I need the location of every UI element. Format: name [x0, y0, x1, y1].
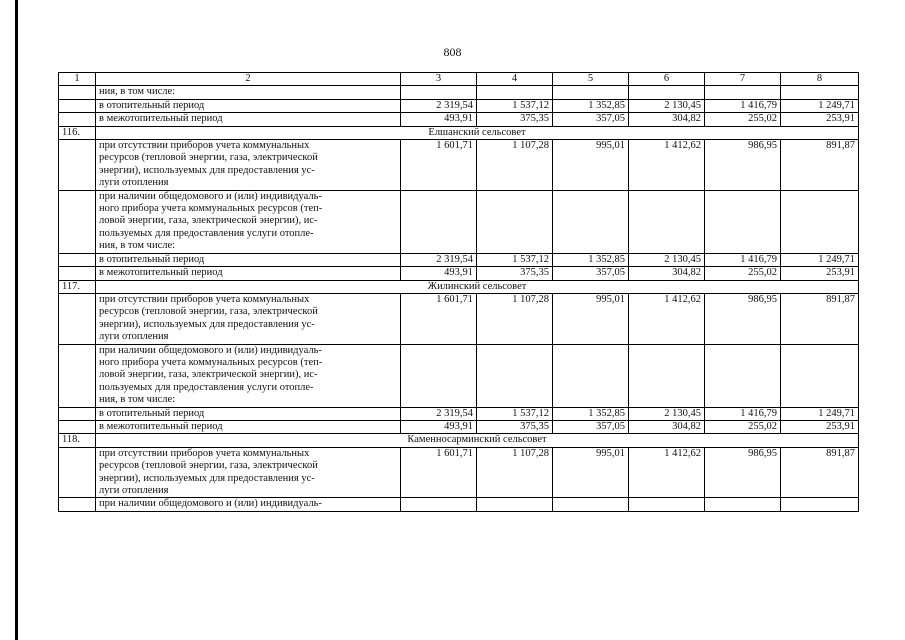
value-cell: 2 130,45 [629, 407, 705, 420]
empty-cell [477, 86, 553, 99]
value-cell: 2 130,45 [629, 99, 705, 112]
row-label: в отопительный период [96, 253, 401, 266]
value-cell: 1 537,12 [477, 99, 553, 112]
empty-cell [705, 190, 781, 253]
empty-cell [781, 86, 859, 99]
column-header: 3 [401, 73, 477, 86]
empty-cell [553, 86, 629, 99]
column-header: 4 [477, 73, 553, 86]
text-line: луги отопления [99, 331, 169, 343]
value-cell: 304,82 [629, 420, 705, 433]
value-cell: 1 107,28 [477, 140, 553, 191]
column-header: 7 [705, 73, 781, 86]
value-cell: 375,35 [477, 267, 553, 280]
value-cell: 375,35 [477, 420, 553, 433]
row-number-cell [59, 267, 96, 280]
value-cell: 375,35 [477, 113, 553, 126]
value-cell: 1 416,79 [705, 253, 781, 266]
text-line: при отсутствии приборов учета коммунальных [99, 293, 310, 305]
value-cell: 995,01 [553, 140, 629, 191]
text-line: ния, в том числе: [99, 240, 176, 252]
value-cell: 995,01 [553, 447, 629, 498]
row-number-cell [59, 113, 96, 126]
text-line: ного прибора учета коммунальных ресурсов (теп- [99, 356, 323, 368]
section-name: Елшанский сельсовет [96, 126, 859, 139]
text-line: пользуемых для предоставления услуги отопле- [99, 227, 314, 239]
value-cell: 1 416,79 [705, 407, 781, 420]
scan-edge-line [15, 0, 18, 640]
table-row [59, 447, 859, 498]
text-line: луги отопления [99, 177, 169, 189]
section-header-row [59, 434, 859, 447]
text-line: при наличии общедомового и (или) индивидуаль- [99, 190, 322, 202]
table-row [59, 293, 859, 344]
text-line: ресурсов (тепловой энергии, газа, электрической [99, 152, 318, 164]
row-number-cell [59, 253, 96, 266]
value-cell: 253,91 [781, 267, 859, 280]
text-line: при наличии общедомового и (или) индивидуаль- [99, 344, 322, 356]
text-line: энергии), используемых для предоставления ус- [99, 318, 315, 330]
value-cell: 986,95 [705, 447, 781, 498]
section-header-row [59, 126, 859, 139]
row-number-cell [59, 140, 96, 191]
text-line: энергии), используемых для предоставления ус- [99, 164, 315, 176]
row-label: в межотопительный период [96, 420, 401, 433]
value-cell: 253,91 [781, 113, 859, 126]
section-number: 116. [59, 126, 96, 139]
value-cell: 1 249,71 [781, 253, 859, 266]
value-cell: 357,05 [553, 420, 629, 433]
row-number-cell [59, 86, 96, 99]
text-line: пользуемых для предоставления услуги отопле- [99, 381, 314, 393]
row-number-cell [59, 190, 96, 253]
text-line: ловой энергии, газа, электрической энергии), ис- [99, 369, 318, 381]
table-row [59, 253, 859, 266]
text-line: ного прибора учета коммунальных ресурсов (теп- [99, 203, 323, 215]
value-cell: 1 412,62 [629, 293, 705, 344]
row-label: в отопительный период [96, 407, 401, 420]
empty-cell [553, 498, 629, 511]
value-cell: 255,02 [705, 420, 781, 433]
value-cell: 1 601,71 [401, 447, 477, 498]
value-cell: 986,95 [705, 293, 781, 344]
row-number-cell [59, 344, 96, 407]
empty-cell [781, 190, 859, 253]
value-cell: 1 352,85 [553, 407, 629, 420]
empty-cell [781, 498, 859, 511]
value-cell: 1 352,85 [553, 253, 629, 266]
value-cell: 995,01 [553, 293, 629, 344]
row-label: в межотопительный период [96, 267, 401, 280]
row-description [96, 293, 401, 344]
value-cell: 1 601,71 [401, 140, 477, 191]
empty-cell [629, 190, 705, 253]
value-cell: 1 601,71 [401, 293, 477, 344]
row-number-cell [59, 99, 96, 112]
value-cell: 986,95 [705, 140, 781, 191]
column-header: 5 [553, 73, 629, 86]
empty-cell [401, 190, 477, 253]
section-name: Жилинский сельсовет [96, 280, 859, 293]
value-cell: 1 107,28 [477, 447, 553, 498]
value-cell: 1 107,28 [477, 293, 553, 344]
empty-cell [553, 344, 629, 407]
empty-cell [781, 344, 859, 407]
empty-cell [705, 86, 781, 99]
table-row [59, 407, 859, 420]
section-header-row [59, 280, 859, 293]
column-header: 2 [96, 73, 401, 86]
section-name: Каменносарминский сельсовет [96, 434, 859, 447]
text-line: ния, в том числе: [99, 394, 176, 406]
table-row [59, 498, 859, 511]
text-line: ловой энергии, газа, электрической энергии), ис- [99, 215, 318, 227]
empty-cell [629, 344, 705, 407]
value-cell: 1 249,71 [781, 407, 859, 420]
value-cell: 255,02 [705, 267, 781, 280]
row-description [96, 140, 401, 191]
row-number-cell [59, 498, 96, 511]
value-cell: 1 352,85 [553, 99, 629, 112]
row-number-cell [59, 293, 96, 344]
row-number-cell [59, 407, 96, 420]
table-row [59, 140, 859, 191]
table-row [59, 113, 859, 126]
empty-cell [553, 190, 629, 253]
value-cell: 1 537,12 [477, 407, 553, 420]
empty-cell [477, 498, 553, 511]
value-cell: 1 412,62 [629, 447, 705, 498]
column-header: 1 [59, 73, 96, 86]
value-cell: 493,91 [401, 113, 477, 126]
empty-cell [477, 190, 553, 253]
tariff-table [58, 72, 859, 512]
text-line: луги отопления [99, 485, 169, 496]
column-header: 6 [629, 73, 705, 86]
text-line: при отсутствии приборов учета коммунальных [99, 447, 310, 459]
value-cell: 357,05 [553, 113, 629, 126]
table-header-row [59, 73, 859, 86]
text-line: ресурсов (тепловой энергии, газа, электрической [99, 460, 318, 472]
row-number-cell [59, 420, 96, 433]
value-cell: 304,82 [629, 113, 705, 126]
empty-cell [629, 498, 705, 511]
empty-cell [401, 86, 477, 99]
value-cell: 2 319,54 [401, 253, 477, 266]
empty-cell [705, 344, 781, 407]
empty-cell [705, 498, 781, 511]
section-number: 117. [59, 280, 96, 293]
value-cell: 2 319,54 [401, 99, 477, 112]
row-description: ния, в том числе: [96, 86, 401, 99]
value-cell: 2 319,54 [401, 407, 477, 420]
table-row [59, 420, 859, 433]
table-row [59, 344, 859, 407]
empty-cell [629, 86, 705, 99]
table-row [59, 190, 859, 253]
text-line: при отсутствии приборов учета коммунальных [99, 140, 310, 152]
value-cell: 1 537,12 [477, 253, 553, 266]
row-label: в межотопительный период [96, 113, 401, 126]
row-description [96, 447, 401, 498]
table-row [59, 99, 859, 112]
section-number: 118. [59, 434, 96, 447]
value-cell: 1 412,62 [629, 140, 705, 191]
text-line: ресурсов (тепловой энергии, газа, электрической [99, 306, 318, 318]
value-cell: 2 130,45 [629, 253, 705, 266]
table-row [59, 267, 859, 280]
value-cell: 255,02 [705, 113, 781, 126]
column-header: 8 [781, 73, 859, 86]
empty-cell [477, 344, 553, 407]
row-number-cell [59, 447, 96, 498]
value-cell: 253,91 [781, 420, 859, 433]
text-line: энергии), используемых для предоставления ус- [99, 472, 315, 484]
value-cell: 357,05 [553, 267, 629, 280]
value-cell: 891,87 [781, 140, 859, 191]
value-cell: 891,87 [781, 447, 859, 498]
row-description [96, 190, 401, 253]
table-row [59, 86, 859, 99]
value-cell: 493,91 [401, 420, 477, 433]
empty-cell [401, 344, 477, 407]
value-cell: 891,87 [781, 293, 859, 344]
empty-cell [401, 498, 477, 511]
row-description: при наличии общедомового и (или) индивидуаль- [96, 498, 401, 511]
page-number: 808 [443, 45, 462, 59]
value-cell: 1 249,71 [781, 99, 859, 112]
value-cell: 493,91 [401, 267, 477, 280]
value-cell: 304,82 [629, 267, 705, 280]
row-label: в отопительный период [96, 99, 401, 112]
value-cell: 1 416,79 [705, 99, 781, 112]
row-description [96, 344, 401, 407]
